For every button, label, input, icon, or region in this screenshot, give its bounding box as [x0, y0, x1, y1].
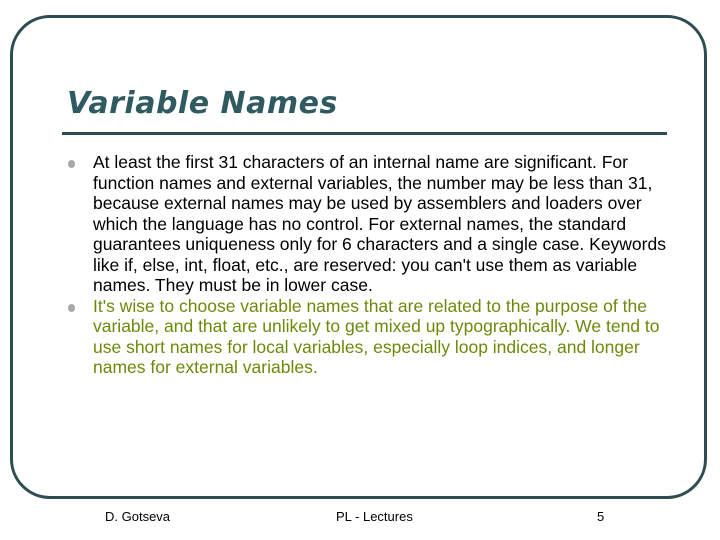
- slide-title: Variable Names: [67, 86, 338, 121]
- bullet-dot-icon: [68, 160, 75, 168]
- bullet-dot-icon: [68, 304, 75, 312]
- footer-author: D. Gotseva: [105, 509, 171, 524]
- bullet-text: It's wise to choose variable names that are related to the purpose of the variable, and that are unlikely to get mixed up typographically. We tend to use short names for local variables, especially loop indices, and longer names for external variables.: [93, 295, 660, 377]
- title-divider: [62, 132, 667, 135]
- list-item: [66, 296, 666, 378]
- bullet-list: [66, 152, 666, 378]
- page-number: 5: [597, 509, 605, 524]
- list-item: [66, 152, 666, 296]
- bullet-text: At least the first 31 characters of an internal name are significant. For function names and external variables, the number may be less than 31, because external names may be used by assemblers and loaders over which the language has no control. For external names, the standard guarantees uniqueness only for 6 characters and a single case. Keywords like if, else, int, float, etc., are reserved: you can't use them as variable names. They must be in lower case.: [93, 152, 666, 295]
- footer-course: PL - Lectures: [336, 509, 413, 524]
